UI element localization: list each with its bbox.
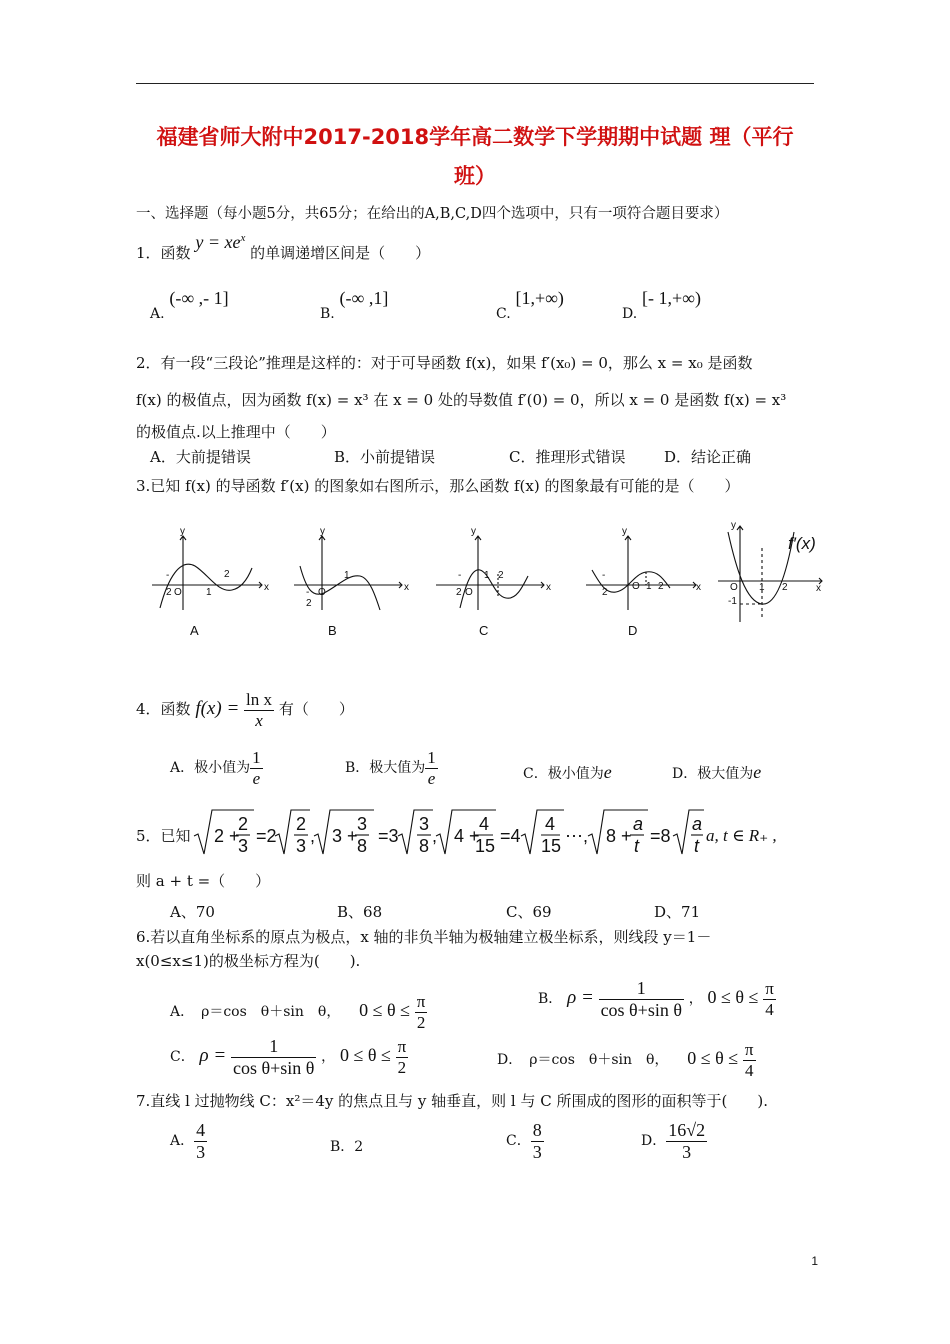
q6-option-a-pi: π <box>416 992 426 1011</box>
q1-stem <box>136 232 431 263</box>
q7-option-d-label: D． <box>641 1133 667 1150</box>
graph-b-y-label: y <box>320 526 325 537</box>
q5-line2: 则 a + t =（ ） <box>136 872 271 890</box>
page-title-cont: 班） <box>454 164 496 188</box>
q5-option-a: A、70 <box>170 903 215 921</box>
q4-option-b-num: 1 <box>427 748 436 767</box>
graph-deriv-y-label: y <box>731 520 736 531</box>
q1-option-b <box>320 288 389 322</box>
q5-t4n: 3 <box>419 814 430 834</box>
q6-option-a-text: A． ρ＝cos θ＋sin θ， <box>170 1004 341 1021</box>
q5-t1n: 2 <box>238 814 249 834</box>
q4-option-b-frac <box>425 748 438 788</box>
graph-b-tick-1: 1 <box>344 570 350 581</box>
q2-option-a: A．大前提错误 <box>150 448 251 466</box>
graph-c-x-label: x <box>546 582 551 593</box>
q4-option-c-value: e <box>603 762 612 782</box>
q1-option-c-label: C. <box>496 306 511 322</box>
q2-line2: f(x) 的极值点，因为函数 f(x) = x³ 在 x = 0 处的导数值 f′(0) = 0，所以 x = 0 是函数 f(x) = x³ <box>136 391 787 409</box>
q6-option-d-text: D． ρ＝cos θ＋sin θ， <box>497 1052 669 1069</box>
graph-a-y-label: y <box>180 526 185 537</box>
graph-d-tick-2: 2 <box>602 587 608 598</box>
q5-t5d: 15 <box>475 836 496 856</box>
q1-option-d-value: [- 1,+∞) <box>641 288 701 308</box>
q4-option-c-label: C．极小值为 <box>523 766 604 782</box>
q7-option-d <box>641 1120 707 1162</box>
q5-t7d: t <box>634 836 640 856</box>
q7-option-a-num: 4 <box>196 1120 206 1140</box>
q2-line1: 2．有一段“三段论”推理是这样的：对于可导函数 f(x)，如果 f′(x₀) = 0，那么 x = x₀ 是函数 <box>136 354 753 372</box>
q7-option-d-num: 16√2 <box>668 1120 706 1140</box>
q5-prefix: 5．已知 <box>136 827 191 845</box>
q6-option-c-comma: ， <box>321 1049 336 1066</box>
q2-option-d: D．结论正确 <box>664 448 752 466</box>
q6-option-a-range: 0 ≤ θ ≤ <box>359 1000 411 1021</box>
q6-option-b-frac <box>599 978 684 1020</box>
q4-frac-num: ln x <box>246 690 273 709</box>
q4-suffix: 有（ ） <box>278 700 354 719</box>
q3-stem: 3.已知 f(x) 的导函数 f′(x) 的图象如右图所示，那么函数 f(x) 的图象最有可能的是（ ） <box>136 477 740 495</box>
q6-option-c-num: 1 <box>231 1036 316 1058</box>
q7-option-c <box>506 1120 544 1162</box>
q6-option-a-frac <box>415 992 428 1032</box>
q7-option-c-label: C． <box>506 1133 531 1150</box>
graph-d-label: D <box>628 623 638 638</box>
q6-option-b-pi: π <box>765 979 774 999</box>
q6-option-c-2: 2 <box>397 1057 407 1077</box>
q1-option-d <box>622 288 701 322</box>
q4-lhs: f(x) = <box>195 698 240 720</box>
page-number: 1 <box>811 1254 818 1268</box>
q5-t3d: 8 <box>357 836 368 856</box>
q5-t8: =8 <box>650 826 671 846</box>
graph-a-tick-top-2: 2 <box>224 569 230 580</box>
graph-deriv-curve <box>728 532 794 604</box>
q6-option-b-4: 4 <box>765 999 774 1019</box>
q1-option-c-value: [1,+∞) <box>515 288 564 308</box>
page-title: 福建省师大附中2017-2018学年高二数学下学期期中试题 理（平行 <box>156 125 794 149</box>
q6-option-d-4: 4 <box>744 1060 754 1080</box>
q7-option-c-num: 8 <box>532 1120 542 1140</box>
q7-option-a-label: A． <box>170 1133 195 1150</box>
q5-option-c: C、69 <box>506 903 552 921</box>
q5-t2: =2 <box>256 826 277 846</box>
q6-option-b-den: cos θ+sin θ <box>600 999 682 1020</box>
graph-b-curve <box>300 566 380 610</box>
graph-b-x-label: x <box>404 582 409 593</box>
graph-c-y-label: y <box>471 526 476 537</box>
q5-option-d: D、71 <box>654 903 701 921</box>
q4-option-b-den: e <box>427 768 436 788</box>
graph-c <box>436 536 544 610</box>
q6-option-d-range: 0 ≤ θ ≤ <box>687 1048 739 1069</box>
q7-stem: 7.直线 l 过抛物线 C：x²＝4y 的焦点且与 y 轴垂直，则 l 与 C 所围成的图形的面积等于( ). <box>136 1092 768 1110</box>
q6-option-d-pi: π <box>744 1040 754 1059</box>
q4-option-d-label: D．极大值为 <box>672 766 754 782</box>
q5-tail: a, t ∈ R₊ , <box>706 826 777 845</box>
q7-option-b: B．2 <box>330 1139 364 1155</box>
q1-option-d-label: D. <box>622 306 638 322</box>
q5-c2: , <box>432 826 438 846</box>
q3-graphs <box>140 518 840 648</box>
q5-t5n: 4 <box>479 814 490 834</box>
q5-t4: =3 <box>378 826 399 846</box>
graph-deriv-origin: O <box>730 582 738 593</box>
graph-d-y-label: y <box>622 526 627 537</box>
q5-t6d: 15 <box>541 836 562 856</box>
q2-option-c: C．推理形式错误 <box>509 448 626 466</box>
graph-d-tick-1: 1 <box>646 581 652 592</box>
q4-option-d-value: e <box>753 762 762 782</box>
q6-option-c-frac <box>231 1036 316 1078</box>
graph-a-label: A <box>190 623 199 638</box>
q7-option-c-frac <box>531 1120 544 1162</box>
q1-option-a-value: (-∞ ,- 1] <box>169 288 229 308</box>
q5-t2n: 2 <box>296 814 307 834</box>
graph-a-tick-1: 1 <box>206 587 212 598</box>
q6-option-c-pi: π <box>397 1037 407 1057</box>
graph-deriv-tick-2: 2 <box>782 582 788 593</box>
q7-option-d-frac <box>666 1120 707 1162</box>
q5-t8n: a <box>692 814 703 834</box>
q5-t1d: 3 <box>238 836 249 856</box>
q1-formula-sup: x <box>240 232 246 244</box>
q5-c1: , <box>310 826 316 846</box>
q6-option-c-label: C． <box>170 1049 195 1066</box>
graph-c-label: C <box>479 623 489 638</box>
q5-option-b: B、68 <box>337 903 383 921</box>
q6-option-a-2: 2 <box>416 1012 426 1032</box>
q6-option-c-range: 0 ≤ θ ≤ <box>339 1045 391 1066</box>
q1-suffix: 的单调递增区间是（ ） <box>250 244 431 262</box>
q5-t2d: 3 <box>296 836 307 856</box>
q1-formula <box>195 232 245 252</box>
graph-deriv-x-label: x <box>816 583 821 594</box>
graph-c-tick-neg: - <box>458 570 462 581</box>
graph-deriv-tick-1: 1 <box>759 582 765 593</box>
q6-option-a <box>170 992 427 1032</box>
q1-formula-main: y = xe <box>195 232 241 252</box>
q4-fraction <box>244 690 274 730</box>
q4-option-a <box>170 748 263 788</box>
q5-t3: 3 + <box>332 826 358 846</box>
section-heading: 一、选择题（每小题5分，共65分；在给出的A,B,C,D四个选项中，只有一项符合题目要求） <box>136 206 729 222</box>
q1-option-c <box>496 288 564 322</box>
q5-t7n: a <box>633 814 644 834</box>
q4-stem <box>136 690 354 730</box>
q7-option-a-den: 3 <box>196 1141 206 1162</box>
graph-d-tick-neg: - <box>602 570 606 581</box>
q6-option-b-rho: ρ = <box>567 987 594 1009</box>
q6-option-b-label: B． <box>538 991 563 1008</box>
q2-option-b: B．小前提错误 <box>334 448 436 466</box>
q5-t7: 8 + <box>606 826 632 846</box>
graph-a-tick-neg: - <box>166 570 170 581</box>
q5-t3n: 3 <box>357 814 368 834</box>
graph-deriv-tick-neg1: -1 <box>728 596 737 607</box>
q6-option-b-comma: ， <box>688 991 703 1008</box>
q1-option-b-value: (-∞ ,1] <box>339 288 389 308</box>
q4-prefix: 4．函数 <box>136 700 191 719</box>
q5-c3: ⋯, <box>565 826 589 846</box>
q4-option-a-frac <box>250 748 263 788</box>
q5-t5: 4 + <box>454 826 480 846</box>
q1-option-b-label: B. <box>320 306 335 322</box>
q5-t6n: 4 <box>545 814 556 834</box>
q7-option-c-den: 3 <box>532 1141 542 1162</box>
q4-frac-den: x <box>255 710 263 730</box>
q6-option-b-num: 1 <box>599 978 684 1000</box>
q5-t8d: t <box>694 836 700 856</box>
graph-c-origin: O <box>465 587 473 598</box>
graph-b-origin: O <box>318 587 326 598</box>
graph-b-tick-2: 2 <box>306 598 312 609</box>
q6-option-c <box>170 1036 408 1078</box>
q5-radicals <box>192 806 737 862</box>
q6-option-b-pi-frac <box>763 979 776 1019</box>
q4-option-a-num: 1 <box>252 748 261 767</box>
graph-b-tick-neg: - <box>306 587 310 598</box>
graph-d-tick-2b: 2 <box>658 581 664 592</box>
q1-option-a-label: A. <box>150 306 165 322</box>
graph-c-tick-2b: 2 <box>498 570 504 581</box>
q5-t4d: 8 <box>419 836 430 856</box>
q4-option-c <box>523 762 612 783</box>
q6-option-c-rho: ρ = <box>199 1045 227 1067</box>
q4-option-b-label: B．极大值为 <box>345 760 426 777</box>
q4-option-b <box>345 748 438 788</box>
top-rule <box>136 83 814 84</box>
q1-prefix: 1．函数 <box>136 244 191 262</box>
graph-b-label: B <box>328 623 337 638</box>
q6-line1: 6.若以直角坐标系的原点为极点，x 轴的非负半轴为极轴建立极坐标系，则线段 y＝1－ <box>136 928 712 946</box>
q6-line2: x(0≤x≤1)的极坐标方程为( ). <box>136 952 361 970</box>
graph-a-tick-2: 2 <box>166 587 172 598</box>
q6-option-d <box>497 1040 756 1080</box>
q6-option-d-frac <box>743 1040 756 1080</box>
q6-option-c-pi-frac <box>396 1037 409 1077</box>
q1-option-a <box>150 288 229 322</box>
q4-option-a-den: e <box>252 768 261 788</box>
q4-option-a-label: A．极小值为 <box>170 760 251 777</box>
q2-line3: 的极值点.以上推理中（ ） <box>136 423 336 441</box>
graph-c-tick-1: 1 <box>484 570 490 581</box>
graph-deriv-label: f′(x) <box>788 534 816 553</box>
q7-option-d-den: 3 <box>682 1141 692 1162</box>
graph-c-tick-2: 2 <box>456 587 462 598</box>
q7-option-a-frac <box>194 1120 207 1162</box>
graph-a-x-label: x <box>264 582 269 593</box>
q5-t1: 2 + <box>214 826 240 846</box>
q6-option-b <box>538 978 776 1020</box>
q4-option-d <box>672 762 761 783</box>
q7-option-a <box>170 1120 207 1162</box>
q6-option-b-range: 0 ≤ θ ≤ <box>707 987 759 1008</box>
q5-t6: =4 <box>500 826 521 846</box>
graph-d-origin: O <box>632 581 640 592</box>
q6-option-c-den: cos θ+sin θ <box>232 1057 315 1078</box>
graph-a-origin: O <box>174 587 182 598</box>
graph-d-x-label: x <box>696 582 701 593</box>
